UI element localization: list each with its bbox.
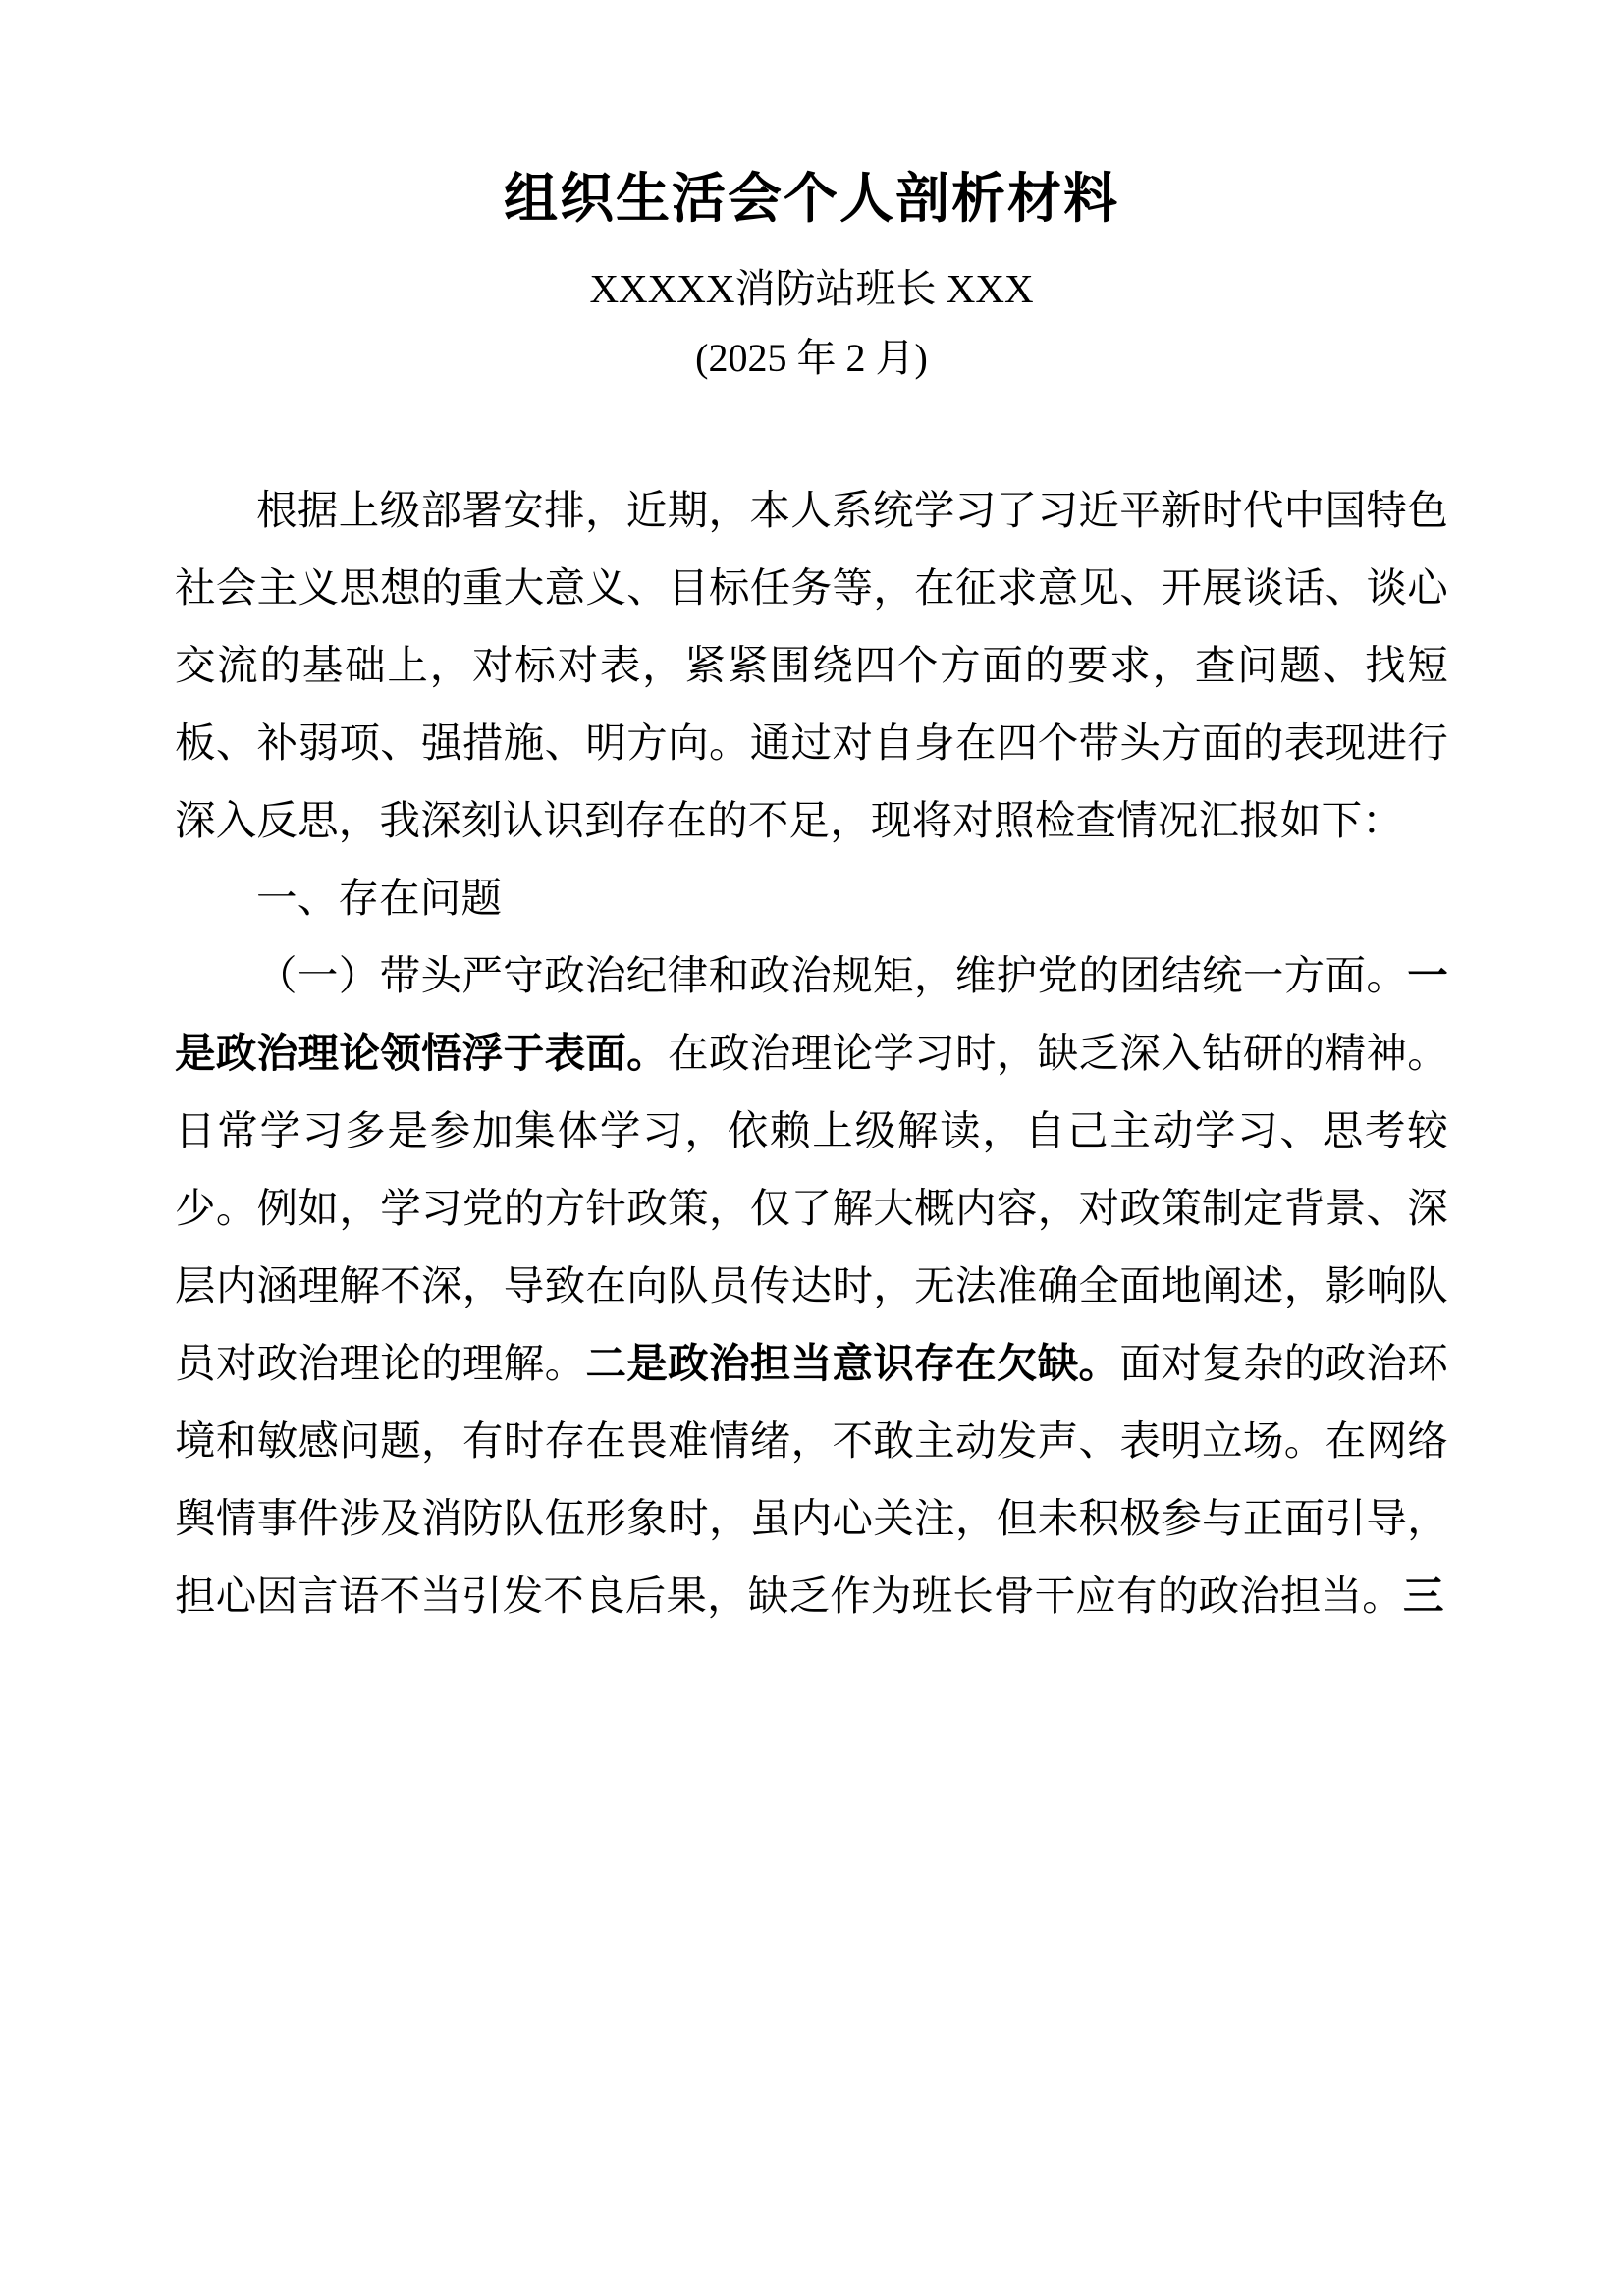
section-one-lead: （一）带头严守政治纪律和政治规矩，维护党的团结统一方面。 <box>256 952 1408 999</box>
section-heading-one: 一、存在问题 <box>256 875 503 922</box>
point-three-bold-start: 三 <box>1403 1573 1444 1620</box>
page-title: 组织生活会个人剖析材料 <box>503 168 1119 229</box>
document-subtitle: XXXXX消防站班长 XXX <box>589 265 1034 311</box>
point-two-bold-label: 二是政治担当意识存在欠缺。 <box>585 1340 1120 1387</box>
intro-paragraph: 根据上级部署安排，近期，本人系统学习了习近平新时代中国特色社会主义思想的重大意义、目标任务等，在征求意见、开展谈话、谈心交流的基础上，对标对表，紧紧围绕四个方面的要求，查问题、找短板、补弱项、强措施、明方向。通过对自身在四个带头方面的表现进行深入反思，我深刻认识到存在的不足，现将对照检查情况汇报如下： <box>175 487 1448 844</box>
document-body <box>175 471 1448 1634</box>
point-one-body: 在政治理论学习时，缺乏深入钻研的精神。日常学习多是参加集体学习，依赖上级解读，自己主动学习、思考较少。例如，学习党的方针政策，仅了解大概内容，对政策制定背景、深层内涵理解不深，导致在向队员传达时，无法准确全面地阐述，影响队员对政治理论的理解。 <box>175 1030 1448 1387</box>
section-one-paragraph <box>175 936 1448 1634</box>
point-one-bold-label: 一是政治理论领悟浮于表面。 <box>175 952 1448 1077</box>
point-two-body: 面对复杂的政治环境和敏感问题，有时存在畏难情绪，不敢主动发声、表明立场。在网络舆情事件涉及消防队伍形象时，虽内心关注，但未积极参与正面引导，担心因言语不当引发不良后果，缺乏作为班长骨干应有的政治担当。 <box>175 1340 1448 1620</box>
document-date: (2025 年 2 月) <box>695 336 928 381</box>
